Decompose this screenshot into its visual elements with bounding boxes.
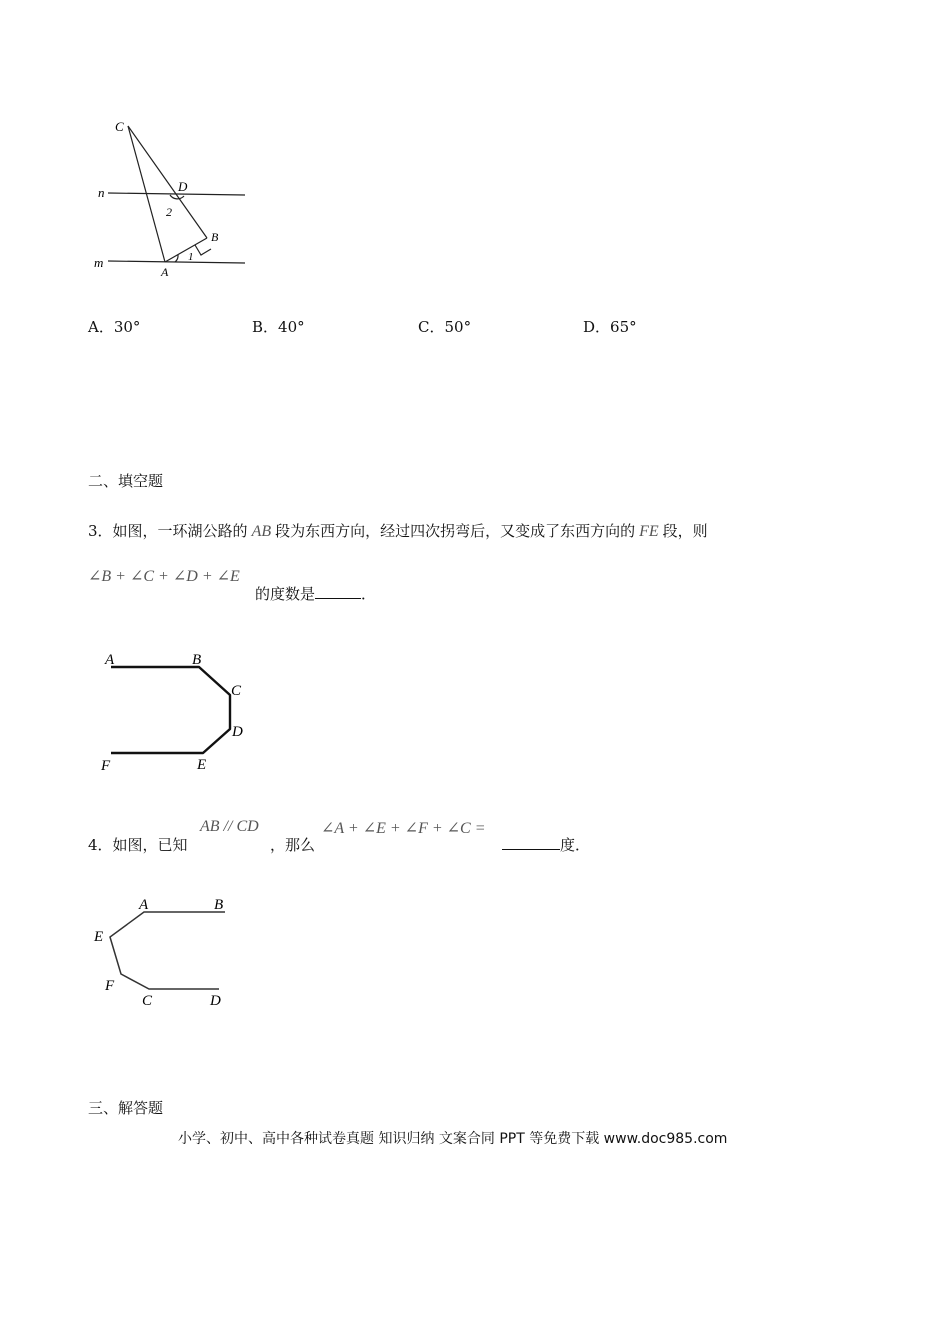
label-E: E (94, 929, 104, 945)
label-B: B (192, 652, 202, 668)
label-C: C (142, 993, 153, 1009)
question-3-line1 (88, 520, 708, 541)
question-number: 4． (88, 836, 113, 854)
figure-parallel-polyline (90, 890, 240, 1015)
q3-angle-expression: ∠B + ∠C + ∠D + ∠E (88, 568, 240, 585)
option-c: C．50° (418, 318, 472, 336)
q3-text-4: 的度数是 (255, 585, 316, 603)
label-C: C (115, 119, 124, 134)
label-A: A (161, 265, 169, 279)
label-2: 2 (166, 205, 172, 219)
label-F: F (101, 758, 111, 774)
option-d: D．65° (583, 318, 637, 336)
question-4-start (88, 834, 188, 855)
section-title-solve: 三、解答题 (88, 1099, 164, 1117)
q3-line2-text (255, 583, 376, 604)
q4-text-2: ，那么 (270, 836, 316, 854)
q4-text-3: 度． (560, 836, 591, 854)
q3-answer-blank[interactable] (315, 584, 361, 599)
q3-text-2: 段为东西方向，经过四次拐弯后，又变成了东西方向的 (275, 522, 636, 540)
label-C: C (231, 683, 242, 699)
label-E: E (197, 757, 207, 773)
q4-line-end (502, 834, 590, 855)
q4-text-1: 如图，已知 (112, 836, 188, 854)
figure-parallel-lines-triangle (90, 115, 260, 285)
label-n: n (98, 185, 105, 200)
option-a: A．30° (88, 318, 141, 336)
figure-lake-road (95, 645, 255, 775)
page-footer: 小学、初中、高中各种试卷真题 知识归纳 文案合同 PPT 等免费下载 www.doc985.com (178, 1131, 728, 1147)
label-m: m (94, 255, 104, 270)
q3-text-3: 段，则 (662, 522, 708, 540)
label-B: B (214, 897, 224, 913)
q4-parallel-expression: AB // CD (200, 818, 259, 835)
question-number: 3． (88, 522, 113, 540)
q3-math-ab: AB (251, 523, 272, 540)
q4-answer-blank[interactable] (502, 835, 560, 850)
label-F: F (105, 978, 115, 994)
label-D: D (210, 993, 221, 1009)
label-A: A (105, 652, 115, 668)
q4-angle-expression: ∠A + ∠E + ∠F + ∠C = (321, 820, 486, 837)
option-b: B．40° (252, 318, 305, 336)
q3-text-1: 如图，一环湖公路的 (112, 522, 248, 540)
q3-math-fe: FE (639, 523, 659, 540)
section-title-fill-in: 二、填空题 (88, 472, 164, 490)
q3-period: ． (361, 585, 377, 603)
label-1: 1 (188, 251, 194, 263)
label-A: A (139, 897, 149, 913)
label-B: B (211, 230, 219, 244)
label-D: D (178, 179, 188, 194)
label-D: D (232, 724, 243, 740)
